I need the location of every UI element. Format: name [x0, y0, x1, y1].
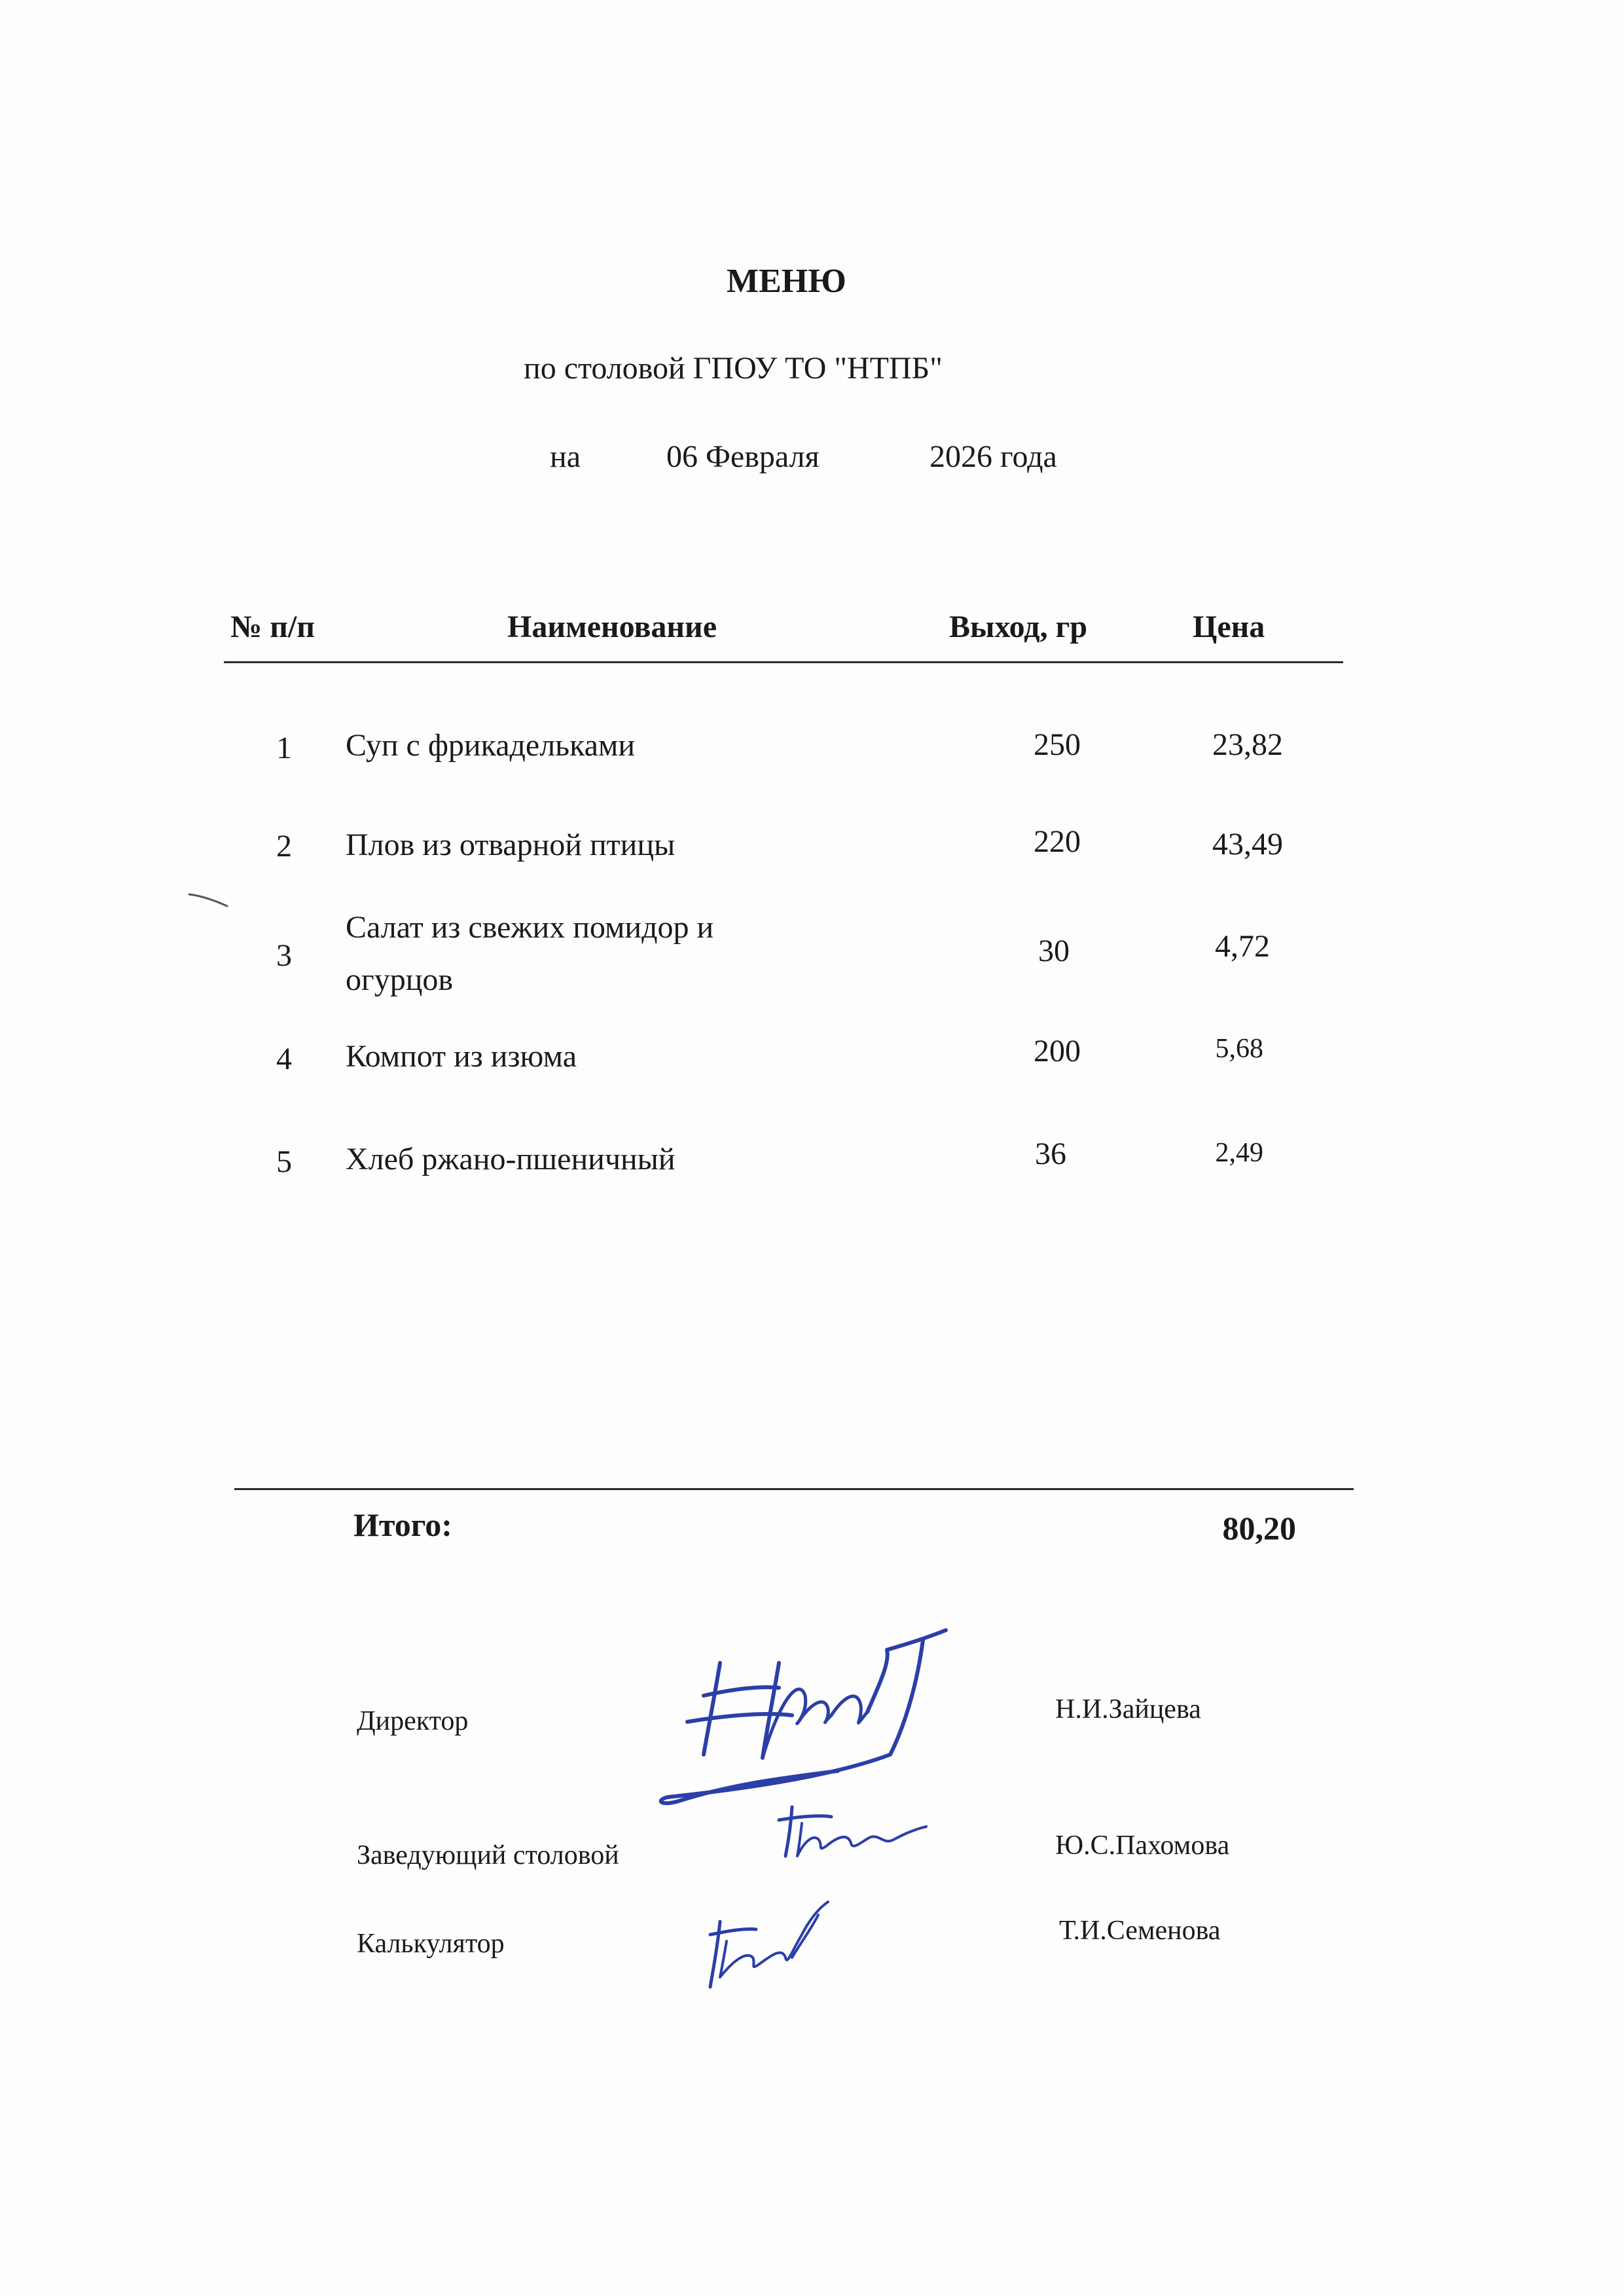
row-1-price: 23,82 — [1212, 727, 1283, 762]
row-2-name: Плов из отварной птицы — [346, 828, 676, 862]
signatory-name-calculator: Т.И.Семенова — [1059, 1916, 1221, 1946]
date-prefix: на — [550, 439, 581, 474]
row-2-number: 2 — [276, 829, 292, 864]
row-3-number: 3 — [276, 938, 292, 973]
signatory-role-director: Директор — [357, 1706, 469, 1736]
total-label: Итого: — [353, 1506, 452, 1543]
row-2-price: 43,49 — [1212, 827, 1283, 862]
date-year: 2026 года — [929, 439, 1057, 474]
calculator-signature-icon — [694, 1895, 838, 1994]
row-5-price: 2,49 — [1215, 1138, 1263, 1168]
total-value: 80,20 — [1222, 1510, 1296, 1546]
row-4-number: 4 — [276, 1042, 292, 1076]
row-3-price: 4,72 — [1215, 929, 1270, 964]
row-4-price: 5,68 — [1215, 1034, 1263, 1064]
date-day: 06 Февраля — [666, 439, 820, 474]
row-5-yield: 36 — [1035, 1137, 1066, 1171]
row-1-number: 1 — [276, 731, 292, 765]
director-signature-icon — [641, 1624, 969, 1820]
total-rule — [234, 1488, 1354, 1490]
pen-mark-icon — [187, 890, 232, 910]
row-5-name: Хлеб ржано-пшеничный — [346, 1142, 676, 1176]
row-1-yield: 250 — [1034, 727, 1081, 762]
column-header-price: Цена — [1193, 610, 1265, 644]
row-3-yield: 30 — [1038, 934, 1070, 968]
row-2-yield: 220 — [1034, 824, 1081, 859]
row-1-name: Суп с фрикадельками — [346, 728, 636, 763]
canteen-head-signature-icon — [766, 1794, 936, 1866]
signatory-role-calculator: Калькулятор — [357, 1929, 505, 1959]
document-title: МЕНЮ — [727, 263, 846, 300]
row-4-name: Компот из изюма — [346, 1039, 577, 1074]
signatory-name-canteen-head: Ю.С.Пахомова — [1055, 1831, 1230, 1861]
column-header-number: № п/п — [230, 610, 315, 644]
row-4-yield: 200 — [1034, 1034, 1081, 1068]
column-header-yield: Выход, гр — [949, 610, 1088, 644]
document-subtitle: по столовой ГПОУ ТО "НТПБ" — [524, 351, 943, 386]
row-5-number: 5 — [276, 1144, 292, 1179]
row-3-name-line-1: Салат из свежих помидор и — [346, 910, 714, 945]
signatory-name-director: Н.И.Зайцева — [1055, 1694, 1201, 1724]
signatory-role-canteen-head: Заведующий столовой — [357, 1840, 619, 1870]
column-header-name: Наименование — [507, 610, 717, 644]
header-rule — [224, 661, 1343, 663]
row-3-name-line-2: огурцов — [346, 962, 454, 997]
